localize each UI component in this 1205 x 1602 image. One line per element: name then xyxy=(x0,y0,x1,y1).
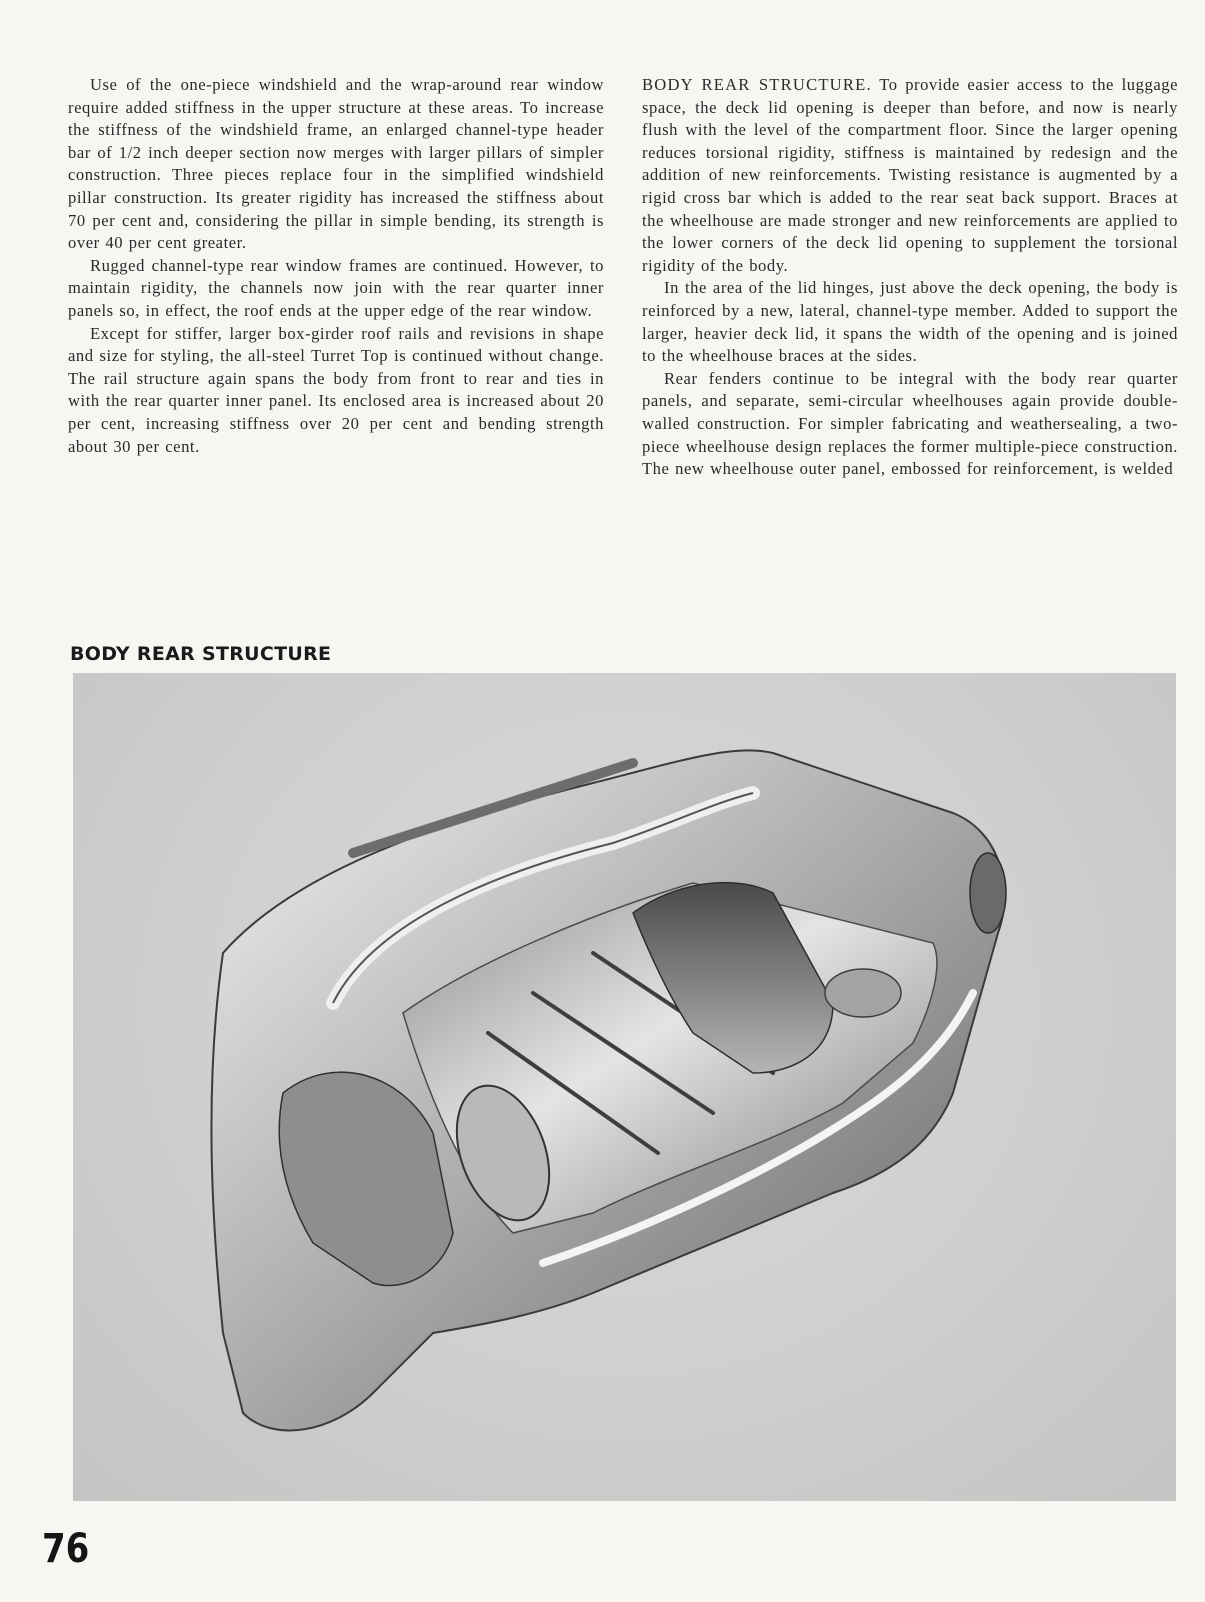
paragraph: Except for stiffer, larger box-girder roof rails and revisions in shape and size for styling, the all-steel Turret Top is continued without change. The rail structure again spans the body from front to rear and ties in with the rear quarter inner panel. Its enclosed area is increased about 20 per cent, increasing stiffness over 20 per cent and bending strength about 30 per cent. xyxy=(68,323,604,456)
figure-heading: BODY REAR STRUCTURE xyxy=(70,643,332,665)
paragraph: In the area of the lid hinges, just above the deck opening, the body is reinforced by a new, lateral, channel-type member. Added to support the larger, heavier deck lid, it spans the width of the opening and is joined to the wheelhouse braces at the sides. xyxy=(642,278,1178,366)
body-rear-structure-illustration xyxy=(73,673,1176,1501)
tail-light-housing xyxy=(970,853,1006,933)
paragraph: Use of the one-piece windshield and the wrap-around rear window require added stiffness in the upper structure at these areas. To increase the stiffness of the windshield frame, an enlarged channel-type header bar of 1/2 inch deeper section now merges with larger pillars of simpler construction. Three pieces replace four in the simplified windshield pillar construction. Its greater rigidity has increased the stiffness about 70 per cent and, considering the pillar in simple bending, its strength is over 40 per cent greater. xyxy=(68,75,604,253)
page-number: 76 xyxy=(42,1526,90,1572)
paragraph xyxy=(642,74,1178,277)
car-body-drawing xyxy=(73,673,1176,1501)
run-in-heading: BODY REAR STRUCTURE. xyxy=(642,75,872,94)
paragraph: Rugged channel-type rear window frames are continued. However, to maintain rigidity, the channels now join with the rear quarter inner panels so, in effect, the roof ends at the upper edge of the rear window. xyxy=(68,255,604,320)
paragraph-text: To provide easier access to the luggage space, the deck lid opening is deeper than before, and now is nearly flush with the level of the compartment floor. Since the larger opening reduces torsional rigidity, stiffness is maintained by redesign and the addition of new reinforcements. Twisting resistance is augmented by a rigid cross bar which is added to the rear seat back support. Braces at the wheelhouse are made stronger and new reinforcements are applied to the lower corners of the deck lid opening to supplement the torsional rigidity of the body. xyxy=(642,75,1178,275)
left-text-column xyxy=(68,74,604,458)
right-text-column xyxy=(642,74,1178,481)
spare-tire-well xyxy=(825,969,901,1017)
paragraph: Rear fenders continue to be integral with the body rear quarter panels, and separate, semi-circular wheelhouses again provide double-walled construction. For simpler fabricating and weathersealing, a two-piece wheelhouse design replaces the former multiple-piece construction. The new wheelhouse outer panel, embossed for reinforcement, is welded xyxy=(642,368,1178,479)
